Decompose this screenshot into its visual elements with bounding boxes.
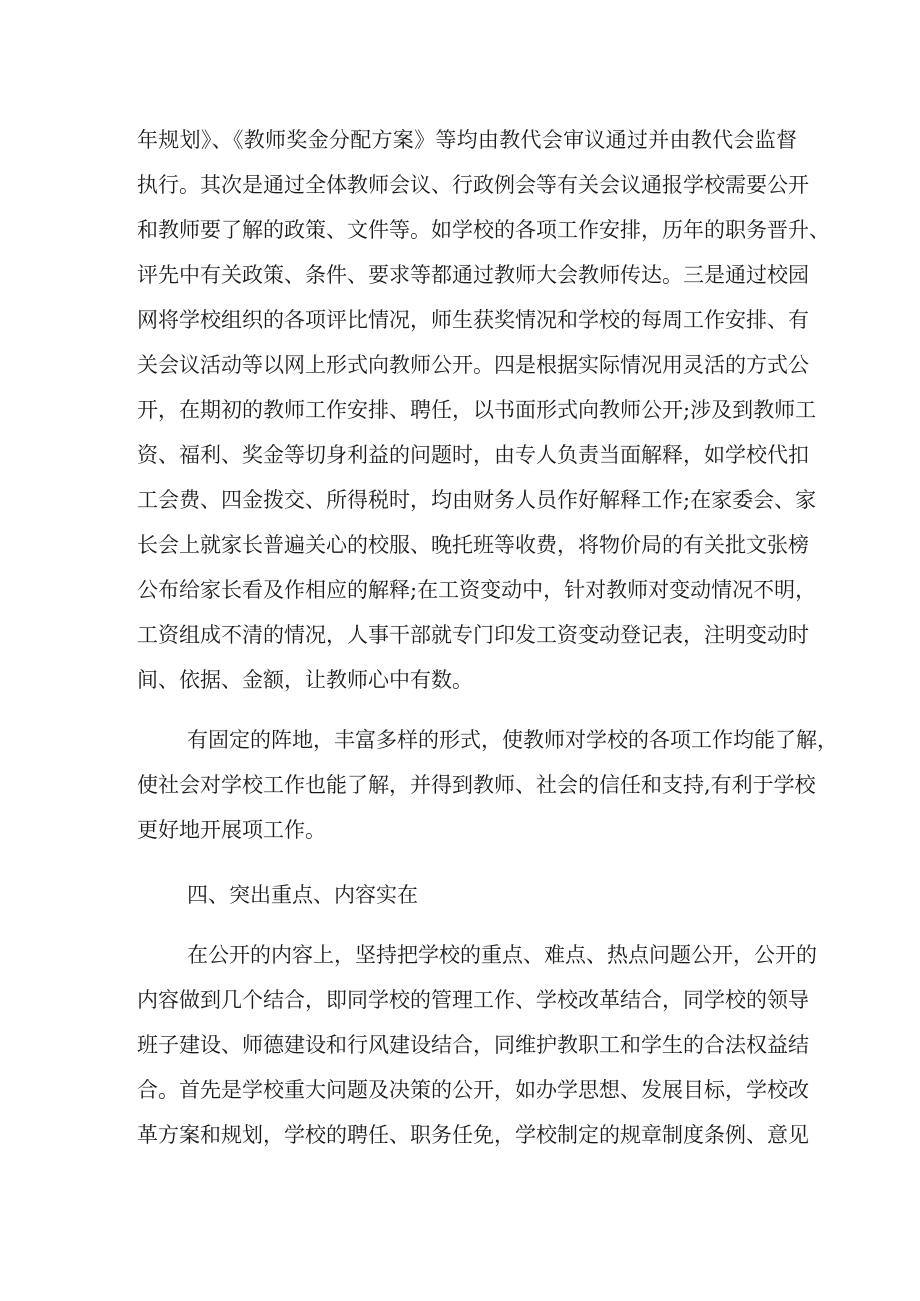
text-line: 革方案和规划，学校的聘任、职务任免，学校制定的规章制度条例、意见 — [137, 1123, 809, 1147]
section-heading: 四、突出重点、内容实在 — [187, 883, 418, 907]
text-line: 网将学校组织的各项评比情况，师生获奖情况和学校的每周工作安排、有 — [137, 308, 809, 332]
text-line: 合。首先是学校重大问题及决策的公开，如办学思想、发展目标，学校改 — [137, 1078, 809, 1102]
text-line: 公布给家长看及作相应的解释;在工资变动中，针对教师对变动情况不明， — [137, 578, 817, 602]
paragraph-first-line: 在公开的内容上，坚持把学校的重点、难点、热点问题公开，公开的 — [187, 943, 817, 967]
text-line: 长会上就家长普遍关心的校服、晚托班等收费，将物价局的有关批文张榜 — [137, 533, 809, 557]
text-line: 使社会对学校工作也能了解，并得到教师、社会的信任和支持,有利于学校 — [137, 773, 816, 797]
text-line: 和教师要了解的政策、文件等。如学校的各项工作安排，历年的职务晋升、 — [137, 218, 830, 242]
text-line: 更好地开展项工作。 — [137, 818, 326, 842]
text-line: 工资组成不清的情况，人事干部就专门印发工资变动登记表，注明变动时 — [137, 623, 809, 647]
text-line: 执行。其次是通过全体教师会议、行政例会等有关会议通报学校需要公开 — [137, 173, 809, 197]
paragraph-first-line: 有固定的阵地，丰富多样的形式，使教师对学校的各项工作均能了解， — [187, 728, 838, 752]
text-line: 间、依据、金额，让教师心中有数。 — [137, 668, 473, 692]
text-line: 工会费、四金拨交、所得税时，均由财务人员作好解释工作;在家委会、家 — [137, 488, 817, 512]
text-line: 班子建设、师德建设和行风建设结合，同维护教职工和学生的合法权益结 — [137, 1033, 809, 1057]
text-line: 内容做到几个结合，即同学校的管理工作、学校改革结合，同学校的领导 — [137, 988, 809, 1012]
text-line: 资、福利、奖金等切身利益的问题时，由专人负责当面解释，如学校代扣 — [137, 443, 809, 467]
text-line: 关会议活动等以网上形式向教师公开。四是根据实际情况用灵活的方式公 — [137, 353, 809, 377]
text-line: 年规划》、《教师奖金分配方案》等均由教代会审议通过并由教代会监督 — [137, 128, 797, 152]
text-line: 开，在期初的教师工作安排、聘任，以书面形式向教师公开;涉及到教师工 — [137, 398, 817, 422]
text-line: 评先中有关政策、条件、要求等都通过教师大会教师传达。三是通过校园 — [137, 263, 809, 287]
